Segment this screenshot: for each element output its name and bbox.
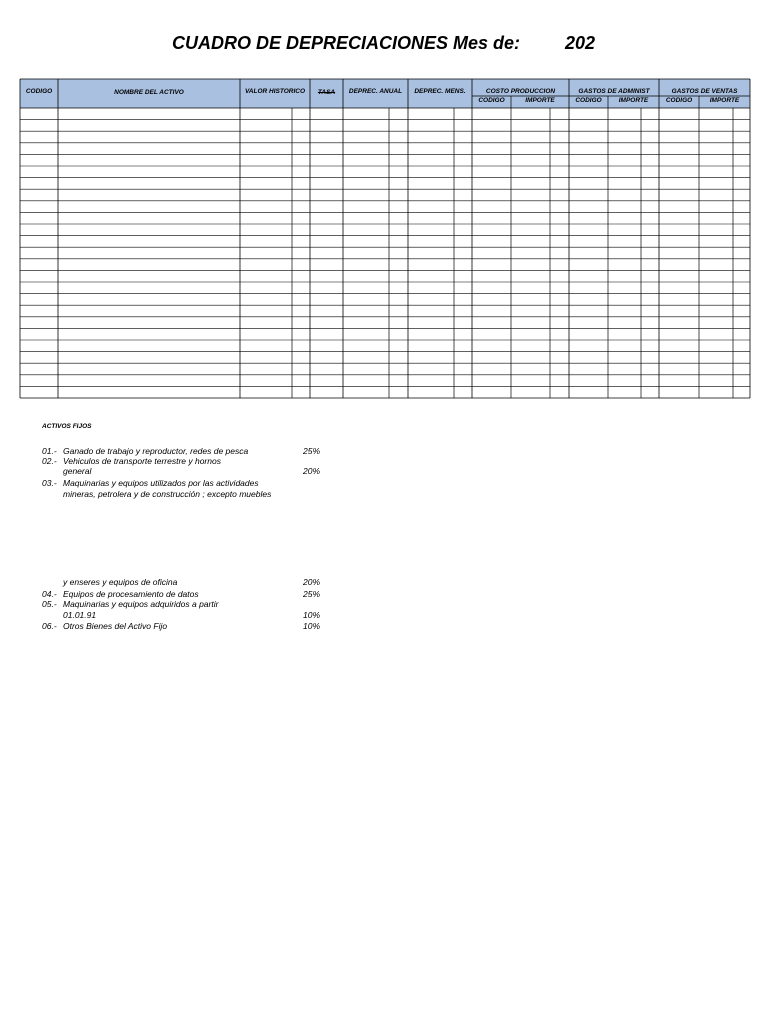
header-nombre: NOMBRE DEL ACTIVO — [114, 89, 184, 96]
notes-heading: ACTIVOS FIJOS — [42, 423, 92, 430]
note-num: 04.- — [42, 589, 57, 599]
note-text: 01.01.91 — [63, 610, 97, 620]
note-text: Maquinarias y equipos utilizados por las actividades — [63, 478, 259, 488]
note-rate: 25% — [303, 589, 321, 599]
header-valor: VALOR HISTORICO — [244, 88, 306, 95]
note-text: Ganado de trabajo y reproductor, redes de pesca — [63, 446, 249, 456]
title-year: 202 — [565, 33, 596, 53]
note-text: Maquinarias y equipos adquiridos a partir — [63, 599, 219, 609]
note-text: mineras, petrolera y de construcción ; excepto muebles — [63, 489, 272, 499]
header-tasa: TASA — [317, 89, 336, 96]
header-admin: GASTOS DE ADMINIST — [578, 88, 650, 95]
note-text: Equipos de procesamiento de datos — [63, 589, 199, 599]
note-rate: 20% — [303, 466, 321, 476]
subheader-ventas-importe: IMPORTE — [709, 97, 740, 104]
note-rate: 20% — [303, 577, 321, 587]
subheader-costo-codigo: CODIGO — [478, 97, 505, 104]
header-mens: DEPREC. MENS. — [414, 88, 466, 95]
title-text: CUADRO DE DEPRECIACIONES Mes de: — [172, 33, 521, 53]
note-num: 06.- — [42, 621, 57, 631]
note-text: Vehiculos de transporte terrestre y hornos — [63, 456, 221, 466]
note-rate: 10% — [303, 610, 321, 620]
subheader-admin-importe: IMPORTE — [618, 97, 649, 104]
header-costo: COSTO PRODUCCION — [485, 88, 556, 95]
header-anual: DEPREC. ANUAL — [348, 88, 403, 95]
subheader-admin-codigo: CODIGO — [575, 97, 602, 104]
note-rate: 25% — [303, 446, 321, 456]
note-text: general — [63, 466, 92, 476]
note-rate: 10% — [303, 621, 321, 631]
note-num: 02.- — [42, 456, 57, 466]
note-num: 03.- — [42, 478, 57, 488]
note-num: 05.- — [42, 599, 57, 609]
note-text: y enseres y equipos de oficina — [63, 577, 178, 587]
header-codigo: CODIGO — [25, 88, 53, 95]
note-text: Otros Bienes del Activo Fijo — [63, 621, 168, 631]
note-num: 01.- — [42, 446, 57, 456]
subheader-ventas-codigo: CODIGO — [665, 97, 693, 104]
header-ventas: GASTOS DE VENTAS — [671, 88, 738, 95]
subheader-costo-importe: IMPORTE — [525, 97, 555, 104]
